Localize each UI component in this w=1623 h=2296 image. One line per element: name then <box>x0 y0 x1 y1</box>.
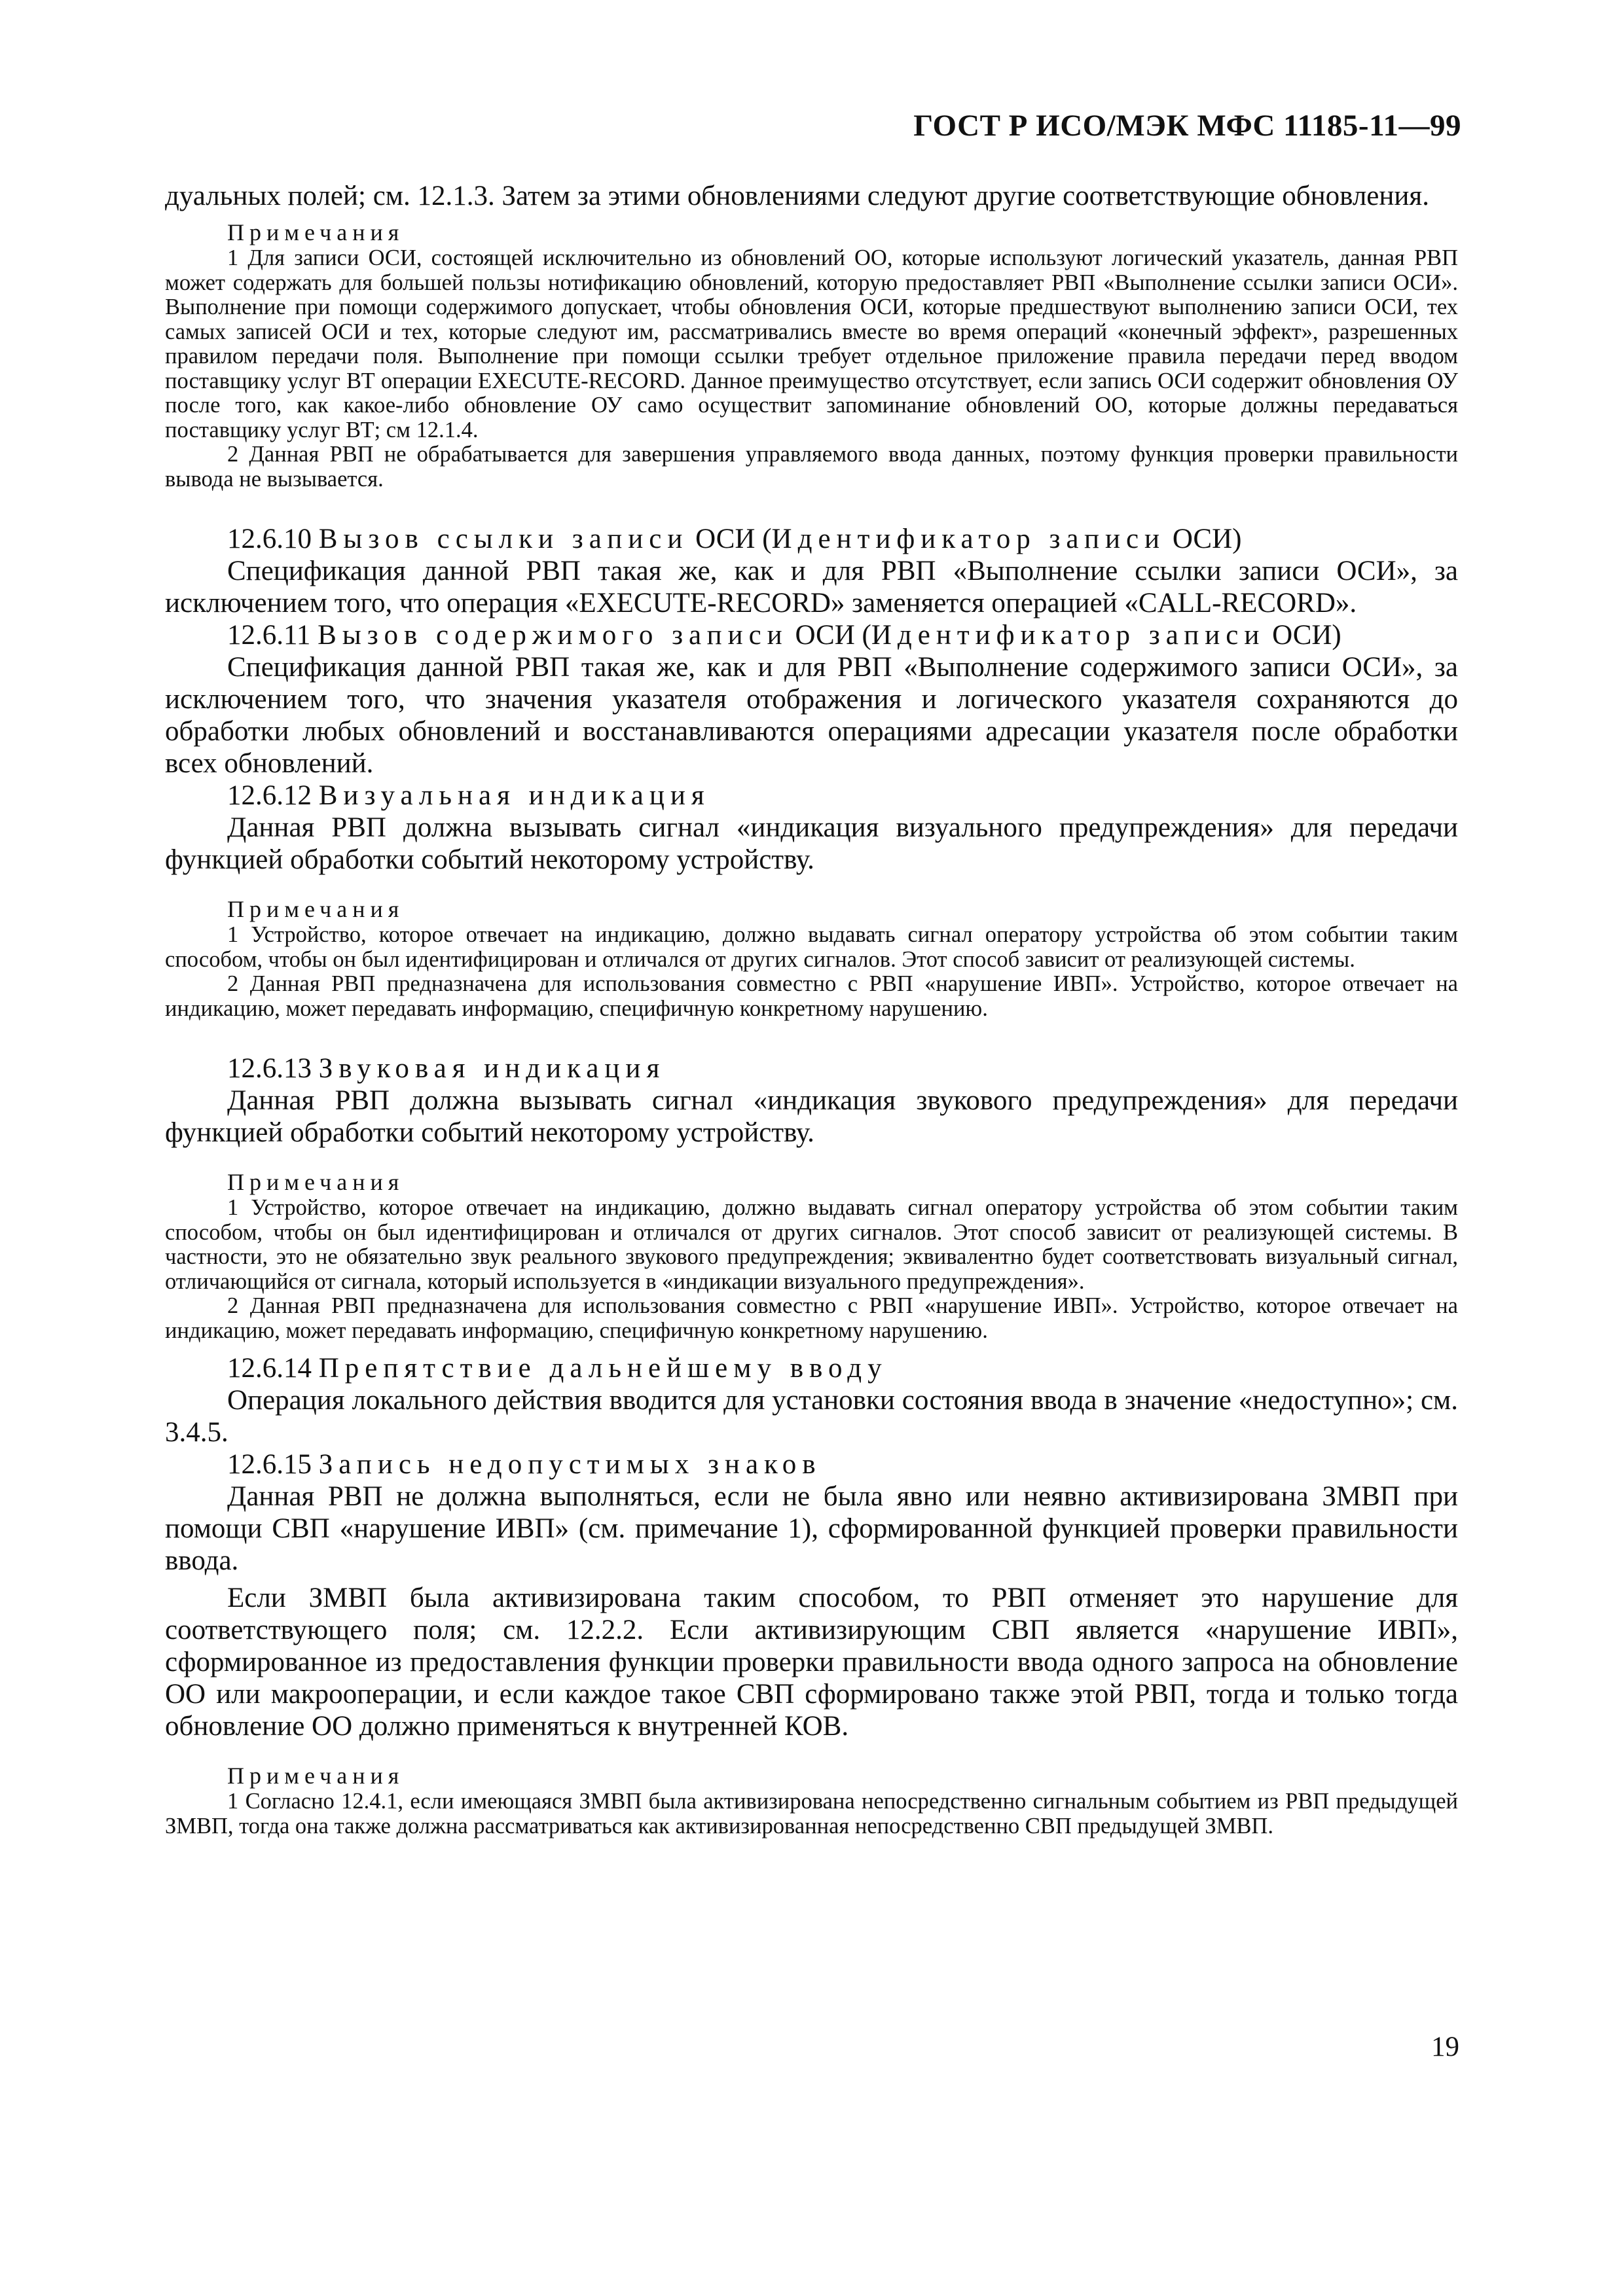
section-number: 12.6.10 <box>227 524 312 554</box>
section-title: Визуальная индикация <box>318 780 710 811</box>
section-heading-12-6-15 <box>165 1448 1458 1480</box>
page-content <box>165 180 1458 1839</box>
section-heading-12-6-14 <box>165 1352 1458 1384</box>
section-title-part: ОСИ) <box>1172 524 1242 554</box>
section-heading-12-6-11 <box>165 619 1458 651</box>
section-number: 12.6.14 <box>227 1353 312 1384</box>
section-title-part: Идентификатор записи <box>771 524 1166 554</box>
page-number: 19 <box>1431 2032 1459 2062</box>
section-number: 12.6.11 <box>227 620 311 651</box>
notes-heading: Примечания <box>227 896 405 922</box>
paragraph: Операция локального действия вводится для установки состояния ввода в значение «недоступно»; см. 3.4.5. <box>165 1385 1458 1448</box>
section-title-part: ОСИ) <box>1272 620 1341 651</box>
note-item: 1 Устройство, которое отвечает на индикацию, должно выдавать сигнал оператору устройства об этом событии таким способом, чтобы он был идентифицирован и отличался от других сигналов. Этот способ зависит от реализующей системы. <box>165 922 1458 972</box>
notes-heading: Примечания <box>227 219 405 245</box>
paragraph: Данная РВП не должна выполняться, если не была явно или неявно активизирована ЗМВП при помощи СВП «нарушение ИВП» (см. примечание 1), сформированной функцией проверки правильности ввода. <box>165 1481 1458 1576</box>
note-item: 2 Данная РВП предназначена для использования совместно с РВП «нарушение ИВП». Устройство, которое отвечает на индикацию, может передавать информацию, специфичную конкретному нарушению. <box>165 1293 1458 1343</box>
section-title: Препятствие дальнейшему вводу <box>318 1353 888 1384</box>
note-item: 1 Согласно 12.4.1, если имеющаяся ЗМВП была активизирована непосредственно сигнальным событием из РВП предыдущей ЗМВП, тогда она также должна рассматриваться как активизированная непосредственно СВП предыдущей ЗМВП. <box>165 1789 1458 1839</box>
section-title: Вызов ссылки записи <box>318 524 689 554</box>
note-item: 2 Данная РВП предназначена для использования совместно с РВП «нарушение ИВП». Устройство, которое отвечает на индикацию, может передавать информацию, специфичную конкретному нарушению. <box>165 971 1458 1021</box>
section-heading-12-6-12 <box>165 780 1458 812</box>
notes-heading: Примечания <box>227 1763 405 1789</box>
note-item: 1 Для записи ОСИ, состоящей исключительно из обновлений ОО, которые используют логический указатель, данная РВП может содержать для большей пользы нотификацию обновлений, которую предоставляет РВП «Выполнение ссылки записи ОСИ». Выполнение при помощи содержимого допускает, чтобы обновления ОСИ, которые предшествуют выполнению записи ОСИ, тех самых записей ОСИ и тех, которые следуют им, рассматривались вместе во время операций «конечный эффект», разрешенных правилом передачи поля. Выполнение при помощи ссылки требует отдельное приложение правила передачи перед вводом поставщику услуг ВТ операции EXECUTE-RECORD. Данное преимущество отсутствует, если запись ОСИ содержит обновления ОУ после того, как какое-либо обновление ОУ само осуществит запоминание обновлений ОО, которые должны передаваться поставщику услуг ВТ; см 12.1.4. <box>165 245 1458 442</box>
section-title: Звуковая индикация <box>318 1053 666 1084</box>
page-header: ГОСТ Р ИСО/МЭК МФС 11185-11—99 <box>913 109 1461 143</box>
section-title-part: ОСИ ( <box>695 524 772 554</box>
paragraph: Данная РВП должна вызывать сигнал «индикация визуального предупреждения» для передачи функцией обработки событий некоторому устройству. <box>165 812 1458 875</box>
paragraph: дуальных полей; см. 12.1.3. Затем за этими обновлениями следуют другие соответствующие обновления. <box>165 181 1429 211</box>
section-title: Вызов содержимого записи <box>318 620 788 651</box>
note-item: 1 Устройство, которое отвечает на индикацию, должно выдавать сигнал оператору устройства об этом событии таким способом, чтобы он был идентифицирован и отличался от других сигналов. Этот способ зависит от реализующей системы. В частности, это не обязательно звук реального звукового предупреждения; эквивалентно будет соответствовать визуальный сигнал, отличающийся от сигнала, который используется в «индикации визуального предупреждения». <box>165 1195 1458 1294</box>
note-item: 2 Данная РВП не обрабатывается для завершения управляемого ввода данных, поэтому функция проверки правильности вывода не вызывается. <box>165 442 1458 492</box>
section-title-part: Идентификатор записи <box>871 620 1266 651</box>
section-number: 12.6.13 <box>227 1053 312 1084</box>
notes-heading: Примечания <box>227 1169 405 1195</box>
section-title-part: ОСИ ( <box>795 620 871 651</box>
section-number: 12.6.12 <box>227 780 312 811</box>
section-number: 12.6.15 <box>227 1449 312 1480</box>
paragraph: Спецификация данной РВП такая же, как и для РВП «Выполнение содержимого записи ОСИ», за исключением того, что значения указателя отображения и логического указателя сохраняются до обработки любых обновлений и восстанавливаются операциями адресации указателя после обработки всех обновлений. <box>165 652 1458 779</box>
paragraph: Спецификация данной РВП такая же, как и для РВП «Выполнение ссылки записи ОСИ», за исключением того, что операция «EXECUTE-RECORD» заменяется операцией «CALL-RECORD». <box>165 556 1458 619</box>
section-heading-12-6-13 <box>165 1052 1458 1085</box>
section-heading-12-6-10 <box>165 523 1458 555</box>
section-title: Запись недопустимых знаков <box>318 1449 822 1480</box>
paragraph: Данная РВП должна вызывать сигнал «индикация звукового предупреждения» для передачи функцией обработки событий некоторому устройству. <box>165 1085 1458 1148</box>
paragraph: Если ЗМВП была активизирована таким способом, то РВП отменяет это нарушение для соответствующего поля; см. 12.2.2. Если активизирующим СВП является «нарушение ИВП», сформированное из предоставления функции проверки правильности ввода одного запроса на обновление ОО или макрооперации, и если каждое такое СВП сформировано также этой РВП, тогда и только тогда обновление ОО должно применяться к внутренней КОВ. <box>165 1583 1458 1742</box>
